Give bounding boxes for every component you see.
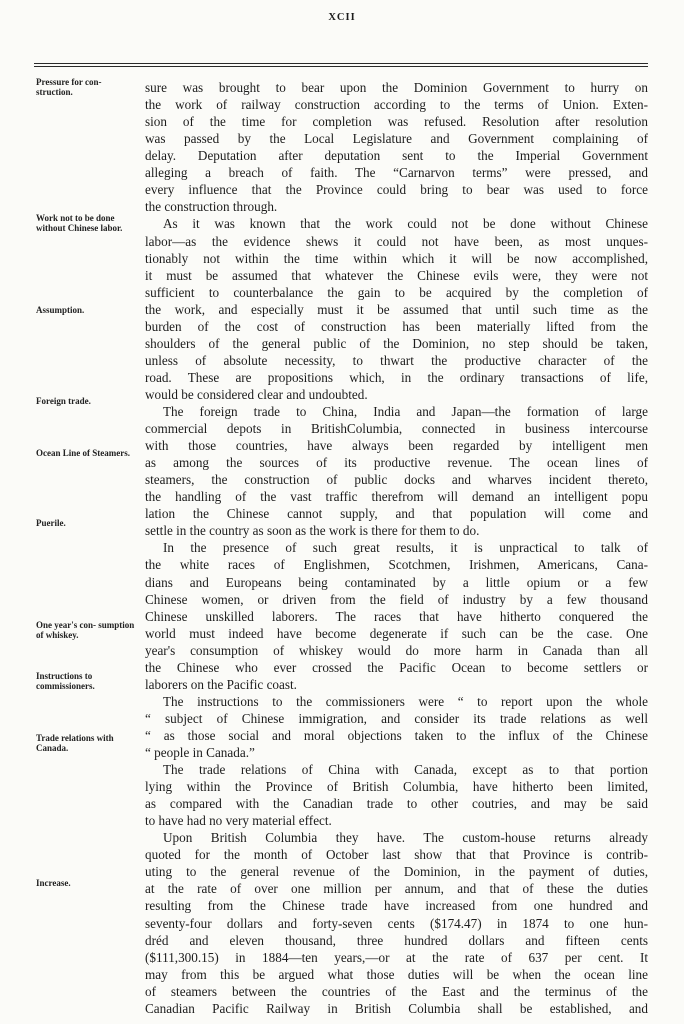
text-line: would be considered clear and undoubted. — [145, 386, 368, 402]
text-line: The trade relations of China with Canada, except as to that portion — [163, 762, 648, 777]
text-line: Canadian Pacific Railway in British Columbia shall be established, and — [145, 1000, 648, 1016]
text-line: dians and Europeans being contaminated by a little opium or a few — [145, 574, 648, 590]
text-line: Chinese women, or driven from the field of industry by a few thousand — [145, 591, 648, 607]
text-line: lying within the Province of British Columbia, have hitherto been limited, — [145, 779, 648, 795]
text-line: “ as those social and moral objections taken to the influx of the Chinese — [145, 727, 648, 743]
text-line: sion of the time for completion was refused. Resolution after resolution — [145, 114, 648, 130]
text-line: As it was known that the work could not be done without Chinese — [163, 216, 648, 232]
text-line: commercial depots in BritishColumbia, connected in business intercourse — [145, 421, 648, 436]
text-line: as among the sources of its productive revenue. The ocean lines of — [145, 455, 648, 471]
text-line: the handling of the vast traffic therefrom will demand an intelligent popu — [145, 489, 648, 505]
text-line: uting to the general revenue of the Dominion, in the payment of duties, — [145, 864, 648, 880]
text-line: ($111,300.15) in 1884—ten years,—or at the rate of 637 per cent. It — [145, 949, 648, 965]
text-line: year's consumption of whiskey would do more harm in Canada than all — [145, 642, 648, 658]
text-line: “ people in Canada.” — [145, 745, 255, 760]
margin-note-instructions-to-commissioners: Instructions to commissioners. — [36, 671, 95, 691]
text-line: tionably not within the time within which it will be now accomplished, — [145, 250, 648, 266]
margin-note-pressure-for-construction: Pressure for con- struction. — [36, 77, 102, 97]
text-line: The instructions to the commissioners were “ to report upon the whole — [163, 693, 648, 709]
text-line: burden of the cost of construction has been materially lifted from the — [145, 318, 648, 334]
text-line: unless of absolute necessity, to thwart the productive character of the — [145, 352, 648, 368]
text-line: every influence that the Province could bring to bear was used to force — [145, 182, 648, 198]
text-line: was passed by the Local Legislature and Government complaining of — [145, 131, 648, 147]
text-line: the work of railway construction according to the terms of Union. Exten- — [145, 97, 648, 112]
text-line: world must indeed have become degenerate if such can be the case. One — [145, 625, 648, 641]
margin-note-whiskey-consumption: One year's con- sumption of whiskey. — [36, 620, 135, 640]
header-rule — [34, 66, 648, 67]
margin-note-trade-relations: Trade relations with Canada. — [36, 733, 114, 753]
text-line: settle in the country as soon as the work is there for them to do. — [145, 523, 480, 539]
text-line: Upon British Columbia they have. The custom-house returns already — [163, 830, 648, 846]
text-line: sure was brought to bear upon the Dominion Government to hurry on — [145, 80, 648, 95]
text-line: of steamers between the countries of the East and the terminus of the — [145, 983, 648, 999]
text-line: alleging a breach of faith. The “Carnarvon terms” were pressed, and — [145, 165, 648, 181]
margin-note-ocean-line-of-steamers: Ocean Line of Steamers. — [36, 448, 130, 458]
text-line: resulting from the Chinese trade have increased from one hundred and — [145, 898, 648, 914]
text-line: as compared with the Canadian trade to other coutries, and may be said — [145, 796, 648, 812]
text-line: quoted for the month of October last show that that Province is contrib- — [145, 847, 648, 863]
margin-note-work-not-without-chinese-labor: Work not to be done without Chinese labor. — [36, 213, 123, 233]
text-line: the construction through. — [145, 199, 278, 215]
text-line: may from this be argued what those duties will be when the ocean line — [145, 966, 648, 982]
page-number: XCII — [328, 12, 356, 23]
text-line: the work, and especially must it be assumed that until such time as the — [145, 301, 648, 317]
text-line: steamers, the construction of public docks and wharves incident thereto, — [145, 472, 648, 488]
text-line: Chinese unskilled laborers. The races that have hitherto conquered the — [145, 608, 648, 624]
text-line: at the rate of over one million per annum, and that of these the duties — [145, 881, 648, 897]
text-line: The foreign trade to China, India and Japan—the formation of large — [163, 403, 648, 419]
margin-note-assumption: Assumption. — [36, 305, 85, 315]
text-line: the Chinese who ever crossed the Pacific Ocean to become settlers or — [145, 659, 648, 675]
text-line: shoulders of the general public of the Dominion, no step should be taken, — [145, 335, 648, 351]
text-line: it must be assumed that whatever the Chinese evils were, they were not — [145, 267, 648, 283]
text-line: In the presence of such great results, it is unpractical to talk of — [163, 540, 648, 556]
margin-note-foreign-trade: Foreign trade. — [36, 396, 91, 406]
text-line: labor—as the evidence shews it could not have been, as most unques- — [145, 233, 648, 249]
margin-note-puerile: Puerile. — [36, 518, 66, 528]
text-line: to have had no very material effect. — [145, 813, 332, 829]
margin-note-increase: Increase. — [36, 878, 71, 888]
text-line: lation the Chinese cannot supply, and that population will come and — [145, 506, 648, 522]
text-line: laborers on the Pacific coast. — [145, 676, 297, 692]
text-line: road. These are propositions which, in the ordinary transactions of life, — [145, 369, 648, 385]
text-line: seventy-four dollars and forty-seven cents ($174.47) in 1874 to one hun- — [145, 915, 648, 931]
text-line: sufficient to counterbalance the gain to be acquired by the completion of — [145, 284, 648, 300]
text-line: dréd and eleven thousand, three hundred dollars and fifteen cents — [145, 932, 648, 948]
text-line: the white races of Englishmen, Scotchmen, Irishmen, Americans, Cana- — [145, 557, 648, 573]
text-line: delay. Deputation after deputation sent to the Imperial Government — [145, 148, 648, 164]
text-line: “ subject of Chinese immigration, and consider its trade relations as well — [145, 710, 648, 726]
header-rule — [34, 63, 648, 64]
text-line: with those countries, have always been regarded by intelligent men — [145, 438, 648, 454]
